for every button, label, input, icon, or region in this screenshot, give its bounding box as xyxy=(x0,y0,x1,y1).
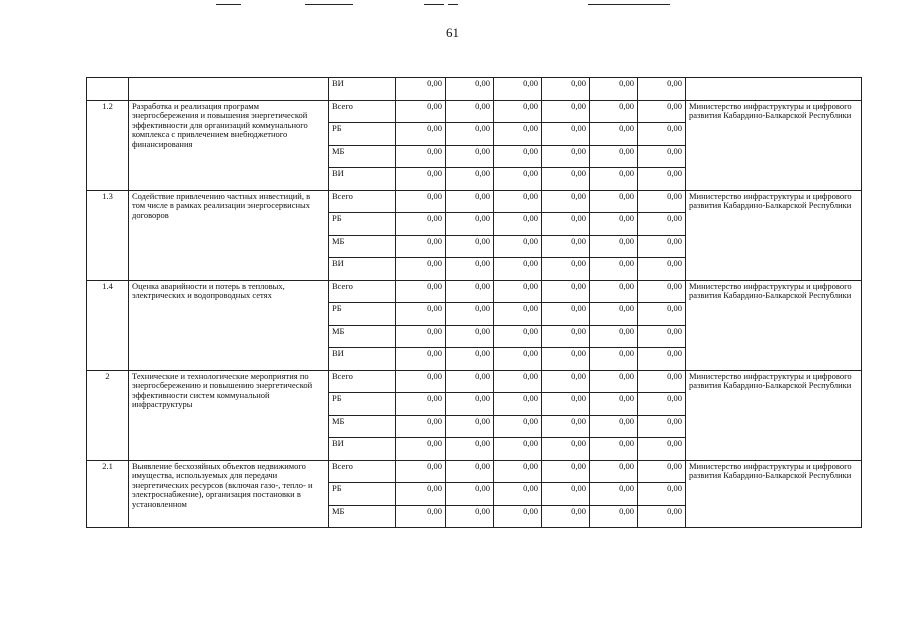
measure-name: Оценка аварийности и потерь в тепловых, электрических и водопроводных сетях xyxy=(129,280,329,370)
funding-source: РБ xyxy=(329,123,396,146)
value-cell: 0,00 xyxy=(542,235,590,258)
value-cell: 0,00 xyxy=(494,393,542,416)
value-cell: 0,00 xyxy=(446,483,494,506)
header-rule-3 xyxy=(424,4,444,5)
value-cell: 0,00 xyxy=(396,190,446,213)
executor: Министерство инфраструктуры и цифрового развития Кабардино-Балкарской Республики xyxy=(686,280,862,370)
measure-name: Разработка и реализация программ энергосбережения и повышения энергетической эффективности для организаций коммунального комплекса с привлечением внебюджетного финансирования xyxy=(129,100,329,190)
table-row xyxy=(87,100,862,123)
header-rule-5 xyxy=(588,4,670,5)
value-cell: 0,00 xyxy=(396,325,446,348)
funding-source: РБ xyxy=(329,213,396,236)
value-cell: 0,00 xyxy=(590,258,638,281)
table-row xyxy=(87,78,862,101)
source-cell: ВИ xyxy=(329,78,396,101)
value-cell: 0,00 xyxy=(542,370,590,393)
funding-source: Всего xyxy=(329,370,396,393)
value-cell: 0,00 xyxy=(590,190,638,213)
value-cell: 0,00 xyxy=(446,258,494,281)
value-cell: 0,00 xyxy=(446,100,494,123)
value-cell: 0,00 xyxy=(542,78,590,101)
value-cell: 0,00 xyxy=(446,393,494,416)
value-cell: 0,00 xyxy=(494,190,542,213)
value-cell: 0,00 xyxy=(590,370,638,393)
value-cell: 0,00 xyxy=(446,438,494,461)
value-cell: 0,00 xyxy=(638,235,686,258)
value-cell: 0,00 xyxy=(396,415,446,438)
executor-cell xyxy=(686,78,862,101)
value-cell: 0,00 xyxy=(494,78,542,101)
item-number: 2.1 xyxy=(87,460,129,528)
value-cell: 0,00 xyxy=(446,460,494,483)
value-cell: 0,00 xyxy=(542,483,590,506)
executor: Министерство инфраструктуры и цифрового развития Кабардино-Балкарской Республики xyxy=(686,370,862,460)
value-cell: 0,00 xyxy=(396,145,446,168)
value-cell: 0,00 xyxy=(542,145,590,168)
value-cell: 0,00 xyxy=(638,303,686,326)
value-cell: 0,00 xyxy=(590,460,638,483)
value-cell: 0,00 xyxy=(590,393,638,416)
number-cell xyxy=(87,78,129,101)
value-cell: 0,00 xyxy=(542,303,590,326)
value-cell: 0,00 xyxy=(542,415,590,438)
value-cell: 0,00 xyxy=(542,213,590,236)
value-cell: 0,00 xyxy=(590,325,638,348)
value-cell: 0,00 xyxy=(638,393,686,416)
value-cell: 0,00 xyxy=(396,483,446,506)
value-cell: 0,00 xyxy=(590,145,638,168)
value-cell: 0,00 xyxy=(638,370,686,393)
value-cell: 0,00 xyxy=(446,348,494,371)
value-cell: 0,00 xyxy=(396,438,446,461)
value-cell: 0,00 xyxy=(494,415,542,438)
value-cell: 0,00 xyxy=(446,168,494,191)
value-cell: 0,00 xyxy=(542,505,590,528)
value-cell: 0,00 xyxy=(542,100,590,123)
value-cell: 0,00 xyxy=(396,78,446,101)
value-cell: 0,00 xyxy=(638,460,686,483)
funding-source: МБ xyxy=(329,505,396,528)
value-cell: 0,00 xyxy=(446,415,494,438)
executor: Министерство инфраструктуры и цифрового развития Кабардино-Балкарской Республики xyxy=(686,100,862,190)
value-cell: 0,00 xyxy=(494,213,542,236)
value-cell: 0,00 xyxy=(638,168,686,191)
value-cell: 0,00 xyxy=(638,280,686,303)
value-cell: 0,00 xyxy=(590,168,638,191)
funding-source: МБ xyxy=(329,325,396,348)
value-cell: 0,00 xyxy=(446,190,494,213)
funding-source: Всего xyxy=(329,100,396,123)
executor: Министерство инфраструктуры и цифрового развития Кабардино-Балкарской Республики xyxy=(686,460,862,528)
funding-source: Всего xyxy=(329,460,396,483)
funding-source: ВИ xyxy=(329,258,396,281)
value-cell: 0,00 xyxy=(494,505,542,528)
funding-source: Всего xyxy=(329,280,396,303)
value-cell: 0,00 xyxy=(446,303,494,326)
measure-name: Выявление бесхозяйных объектов недвижимого имущества, используемых для передачи энергетических ресурсов (включая газо-, тепло- и электроснабжение), организация постановки в установленном xyxy=(129,460,329,528)
value-cell: 0,00 xyxy=(446,123,494,146)
value-cell: 0,00 xyxy=(638,258,686,281)
funding-source: МБ xyxy=(329,235,396,258)
value-cell: 0,00 xyxy=(542,348,590,371)
value-cell: 0,00 xyxy=(590,78,638,101)
value-cell: 0,00 xyxy=(446,78,494,101)
header-rule-1 xyxy=(216,4,241,5)
value-cell: 0,00 xyxy=(396,393,446,416)
value-cell: 0,00 xyxy=(396,303,446,326)
value-cell: 0,00 xyxy=(638,78,686,101)
value-cell: 0,00 xyxy=(638,438,686,461)
item-number: 2 xyxy=(87,370,129,460)
table-row xyxy=(87,190,862,213)
item-number: 1.4 xyxy=(87,280,129,370)
value-cell: 0,00 xyxy=(494,145,542,168)
value-cell: 0,00 xyxy=(396,370,446,393)
funding-source: РБ xyxy=(329,393,396,416)
value-cell: 0,00 xyxy=(494,460,542,483)
value-cell: 0,00 xyxy=(542,190,590,213)
value-cell: 0,00 xyxy=(542,280,590,303)
value-cell: 0,00 xyxy=(590,123,638,146)
value-cell: 0,00 xyxy=(446,145,494,168)
value-cell: 0,00 xyxy=(590,505,638,528)
funding-source: МБ xyxy=(329,145,396,168)
value-cell: 0,00 xyxy=(494,483,542,506)
value-cell: 0,00 xyxy=(396,168,446,191)
funding-source: ВИ xyxy=(329,438,396,461)
funding-source: ВИ xyxy=(329,348,396,371)
value-cell: 0,00 xyxy=(494,325,542,348)
funding-source: ВИ xyxy=(329,168,396,191)
value-cell: 0,00 xyxy=(590,280,638,303)
measures-table xyxy=(86,77,862,528)
value-cell: 0,00 xyxy=(396,123,446,146)
value-cell: 0,00 xyxy=(396,348,446,371)
funding-source: МБ xyxy=(329,415,396,438)
value-cell: 0,00 xyxy=(542,325,590,348)
value-cell: 0,00 xyxy=(494,123,542,146)
value-cell: 0,00 xyxy=(638,190,686,213)
value-cell: 0,00 xyxy=(638,483,686,506)
value-cell: 0,00 xyxy=(638,100,686,123)
value-cell: 0,00 xyxy=(542,258,590,281)
value-cell: 0,00 xyxy=(638,415,686,438)
value-cell: 0,00 xyxy=(494,370,542,393)
value-cell: 0,00 xyxy=(590,483,638,506)
funding-source: РБ xyxy=(329,303,396,326)
value-cell: 0,00 xyxy=(396,213,446,236)
value-cell: 0,00 xyxy=(542,460,590,483)
value-cell: 0,00 xyxy=(638,325,686,348)
item-number: 1.3 xyxy=(87,190,129,280)
measure-name: Содействие привлечению частных инвестиций, в том числе в рамках реализации энергосервисных договоров xyxy=(129,190,329,280)
name-cell xyxy=(129,78,329,101)
value-cell: 0,00 xyxy=(446,280,494,303)
value-cell: 0,00 xyxy=(446,235,494,258)
value-cell: 0,00 xyxy=(494,235,542,258)
value-cell: 0,00 xyxy=(494,168,542,191)
value-cell: 0,00 xyxy=(590,438,638,461)
value-cell: 0,00 xyxy=(590,415,638,438)
value-cell: 0,00 xyxy=(590,213,638,236)
table-row xyxy=(87,460,862,483)
item-number: 1.2 xyxy=(87,100,129,190)
value-cell: 0,00 xyxy=(396,100,446,123)
value-cell: 0,00 xyxy=(638,145,686,168)
value-cell: 0,00 xyxy=(446,505,494,528)
value-cell: 0,00 xyxy=(396,235,446,258)
value-cell: 0,00 xyxy=(590,348,638,371)
executor: Министерство инфраструктуры и цифрового развития Кабардино-Балкарской Республики xyxy=(686,190,862,280)
header-rule-4 xyxy=(448,4,458,5)
header-rule-2 xyxy=(305,4,353,5)
value-cell: 0,00 xyxy=(590,303,638,326)
value-cell: 0,00 xyxy=(590,235,638,258)
measure-name: Технические и технологические мероприятия по энергосбережению и повышению энергетической эффективности систем коммунальной инфраструктуры xyxy=(129,370,329,460)
value-cell: 0,00 xyxy=(494,348,542,371)
value-cell: 0,00 xyxy=(396,460,446,483)
table-row xyxy=(87,280,862,303)
value-cell: 0,00 xyxy=(446,370,494,393)
value-cell: 0,00 xyxy=(446,213,494,236)
value-cell: 0,00 xyxy=(542,123,590,146)
funding-source: Всего xyxy=(329,190,396,213)
value-cell: 0,00 xyxy=(494,258,542,281)
funding-source: РБ xyxy=(329,483,396,506)
value-cell: 0,00 xyxy=(542,168,590,191)
value-cell: 0,00 xyxy=(446,325,494,348)
value-cell: 0,00 xyxy=(396,505,446,528)
value-cell: 0,00 xyxy=(638,123,686,146)
value-cell: 0,00 xyxy=(396,280,446,303)
table-row xyxy=(87,370,862,393)
value-cell: 0,00 xyxy=(638,348,686,371)
value-cell: 0,00 xyxy=(494,438,542,461)
value-cell: 0,00 xyxy=(494,303,542,326)
value-cell: 0,00 xyxy=(396,258,446,281)
value-cell: 0,00 xyxy=(542,438,590,461)
value-cell: 0,00 xyxy=(638,213,686,236)
page-number: 61 xyxy=(446,25,459,40)
value-cell: 0,00 xyxy=(494,100,542,123)
value-cell: 0,00 xyxy=(494,280,542,303)
value-cell: 0,00 xyxy=(590,100,638,123)
value-cell: 0,00 xyxy=(542,393,590,416)
value-cell: 0,00 xyxy=(638,505,686,528)
